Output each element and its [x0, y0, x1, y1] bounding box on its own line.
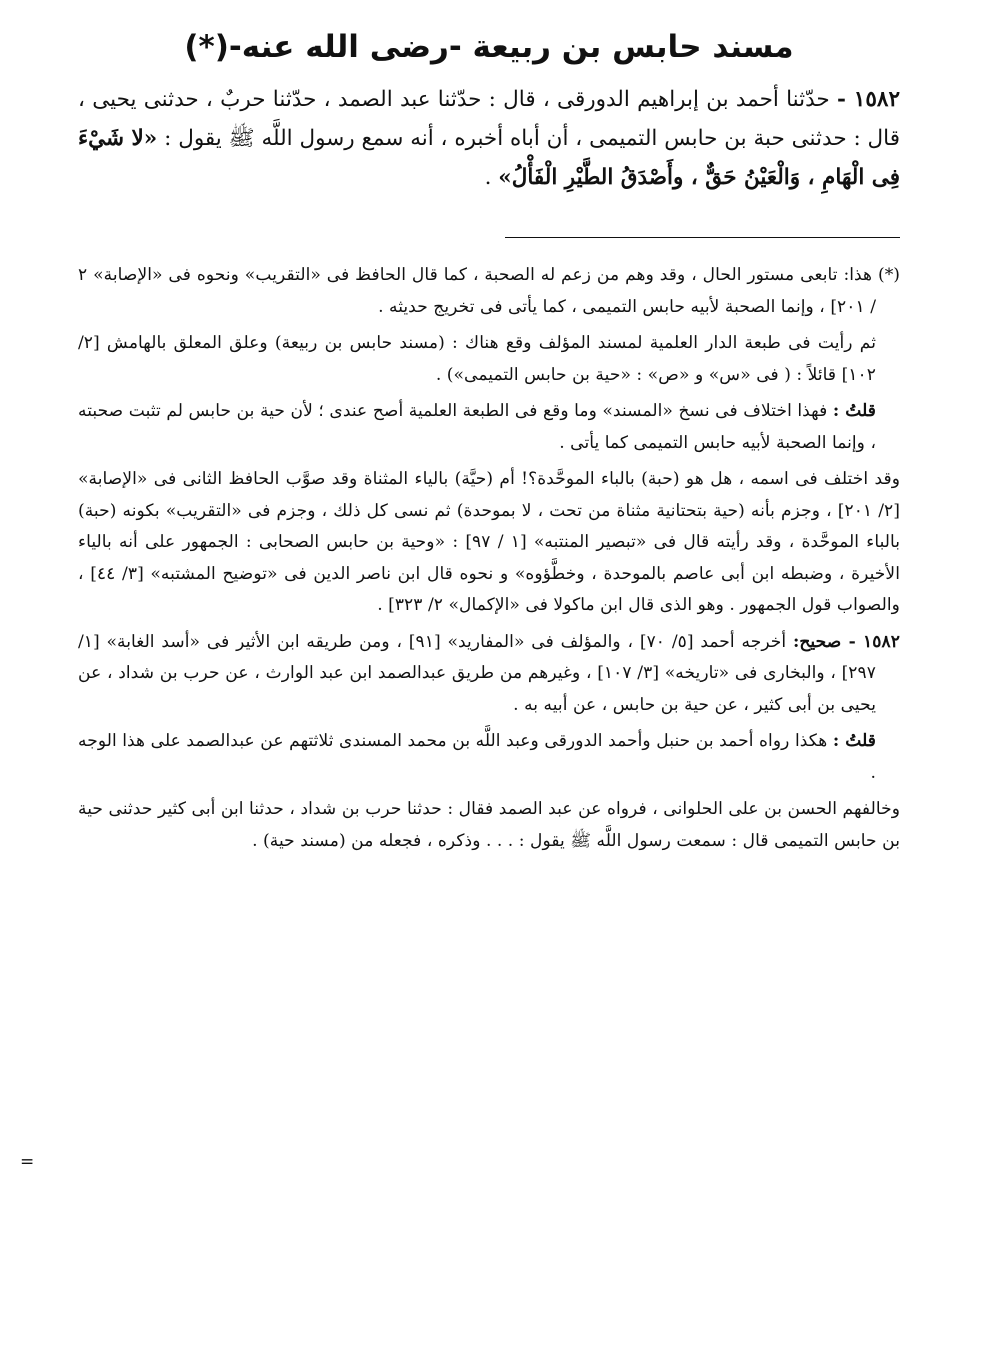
takhrij-label: ١٥٨٢ - صحيح:	[792, 631, 900, 652]
footnote-divider	[505, 237, 900, 238]
footnote-qult-2	[78, 726, 900, 789]
takhrij-text: أخرجه أحمد [٥/ ٧٠] ، والمؤلف فى «المفاريد» [٩١] ، ومن طريقه ابن الأثير فى «أسد الغابة» [١/ ٢٩٧] ، والبخارى فى «تاريخه» [٣/ ١٠٧] ، وغيرهم من طريق عبدالصمد ابن عبد الوارث ، عن حرب بن شداد ، عن يحيى بن أبى كثير ، عن حية بن حابس ، عن أبيه به .	[78, 631, 876, 715]
footnote-qult	[78, 396, 900, 459]
hadith-matn: «لا شَيْءَ فِى الْهَامِ ، وَالْعَيْنُ حَقٌّ ، وأَصْدَقُ الطَّيْرِ الْفَأْلُ»	[78, 126, 900, 190]
qult-label: قلتُ :	[832, 401, 876, 421]
continuation-mark: =	[20, 1152, 35, 1172]
hadith-isnad: حدّثنا أحمد بن إبراهيم الدورقى ، قال : حدّثنا عبد الصمد ، حدّثنا حربٌ ، حدثنى يحيى ، قال : حدثنى حبة بن حابس التميمى ، أن أباه أخبره ، أنه سمع رسول اللَّه ﷺ يقول :	[78, 87, 900, 151]
qult-2-label: قلتُ :	[832, 731, 876, 751]
hadith-number: ١٥٨٢ -	[836, 87, 900, 112]
footnote-biography-text: هذا: تابعى مستور الحال ، وقد وهم من زعم له الصحبة ، كما قال الحافظ فى «التقريب» ونحوه فى «الإصابة» ٢ / ٢٠١] ، وإنما الصحبة لأبيه حابس التميمى ، كما يأتى فى تخريج حديثه .	[78, 265, 876, 317]
page	[78, 22, 900, 1347]
footnote-name-dispute: وقد اختلف فى اسمه ، هل هو (حبة) بالباء الموحَّدة؟! أم (حيَّة) بالياء المثناة وقد صوَّب الحافظ الثانى فى «الإصابة» [٢/ ٢٠١] ، وجزم بأنه (حية بتحتانية مثناة من تحت ، لا بموحدة) ثم نسى كل ذلك ، وجزم فى «التقريب» بكونه (حبة) بالباء الموحَّدة ، وقد رأيته قال فى «تبصير المنتبه» [١ / ٩٧] : «وحية بن حابس الصحابى : الجمهور على أنه بالياء الأخيرة ، وضبطه ابن أبى عاصم بالموحدة ، وخطَّؤوه» و نحوه قال ابن ناصر الدين فى «توضيح المشتبه» [٣/ ٤٤] ، والصواب قول الجمهور . وهو الذى قال ابن ماكولا فى «الإكمال» ٢/ ٣٢٣] .	[78, 469, 901, 615]
footnote-edition-note: ثم رأيت فى طبعة الدار العلمية لمسند المؤلف وقع هناك : (مسند حابس بن ربيعة) وعلق المعلق بالهامش [٢/ ١٠٢] قائلاً : ( فى «س» و «ص» : «حية بن حابس التميمى») .	[78, 333, 876, 385]
footnotes	[78, 260, 900, 857]
footnote-takhrij	[78, 627, 900, 722]
footnote-marker: (*)	[878, 265, 901, 285]
hadith-text	[78, 80, 900, 197]
qult-text: فهذا اختلاف فى نسخ «المسند» وما وقع فى الطبعة العلمية أصح عندى ؛ لأن حية بن حابس لم تثبت صحبته ، وإنما الصحبة لأبيه حابس التميمى كما يأتى .	[78, 401, 876, 453]
qult-2-text: هكذا رواه أحمد بن حنبل وأحمد الدورقى وعبد اللَّه بن محمد المسندى ثلاثتهم عن عبدالصمد على هذا الوجه .	[78, 731, 876, 783]
hadith-end: .	[484, 165, 499, 190]
chapter-title: مسند حابس بن ربيعة -رضى الله عنه-(*)	[184, 29, 794, 65]
footnote-halwani: وخالفهم الحسن بن على الحلوانى ، فرواه عن عبد الصمد فقال : حدثنا حرب بن شداد ، حدثنا ابن أبى كثير حدثنى حية بن حابس التميمى قال : سمعت رسول اللَّه ﷺ يقول : . . . وذكره ، فجعله من (مسند حية) .	[78, 799, 900, 851]
footnote-biography	[78, 260, 900, 323]
